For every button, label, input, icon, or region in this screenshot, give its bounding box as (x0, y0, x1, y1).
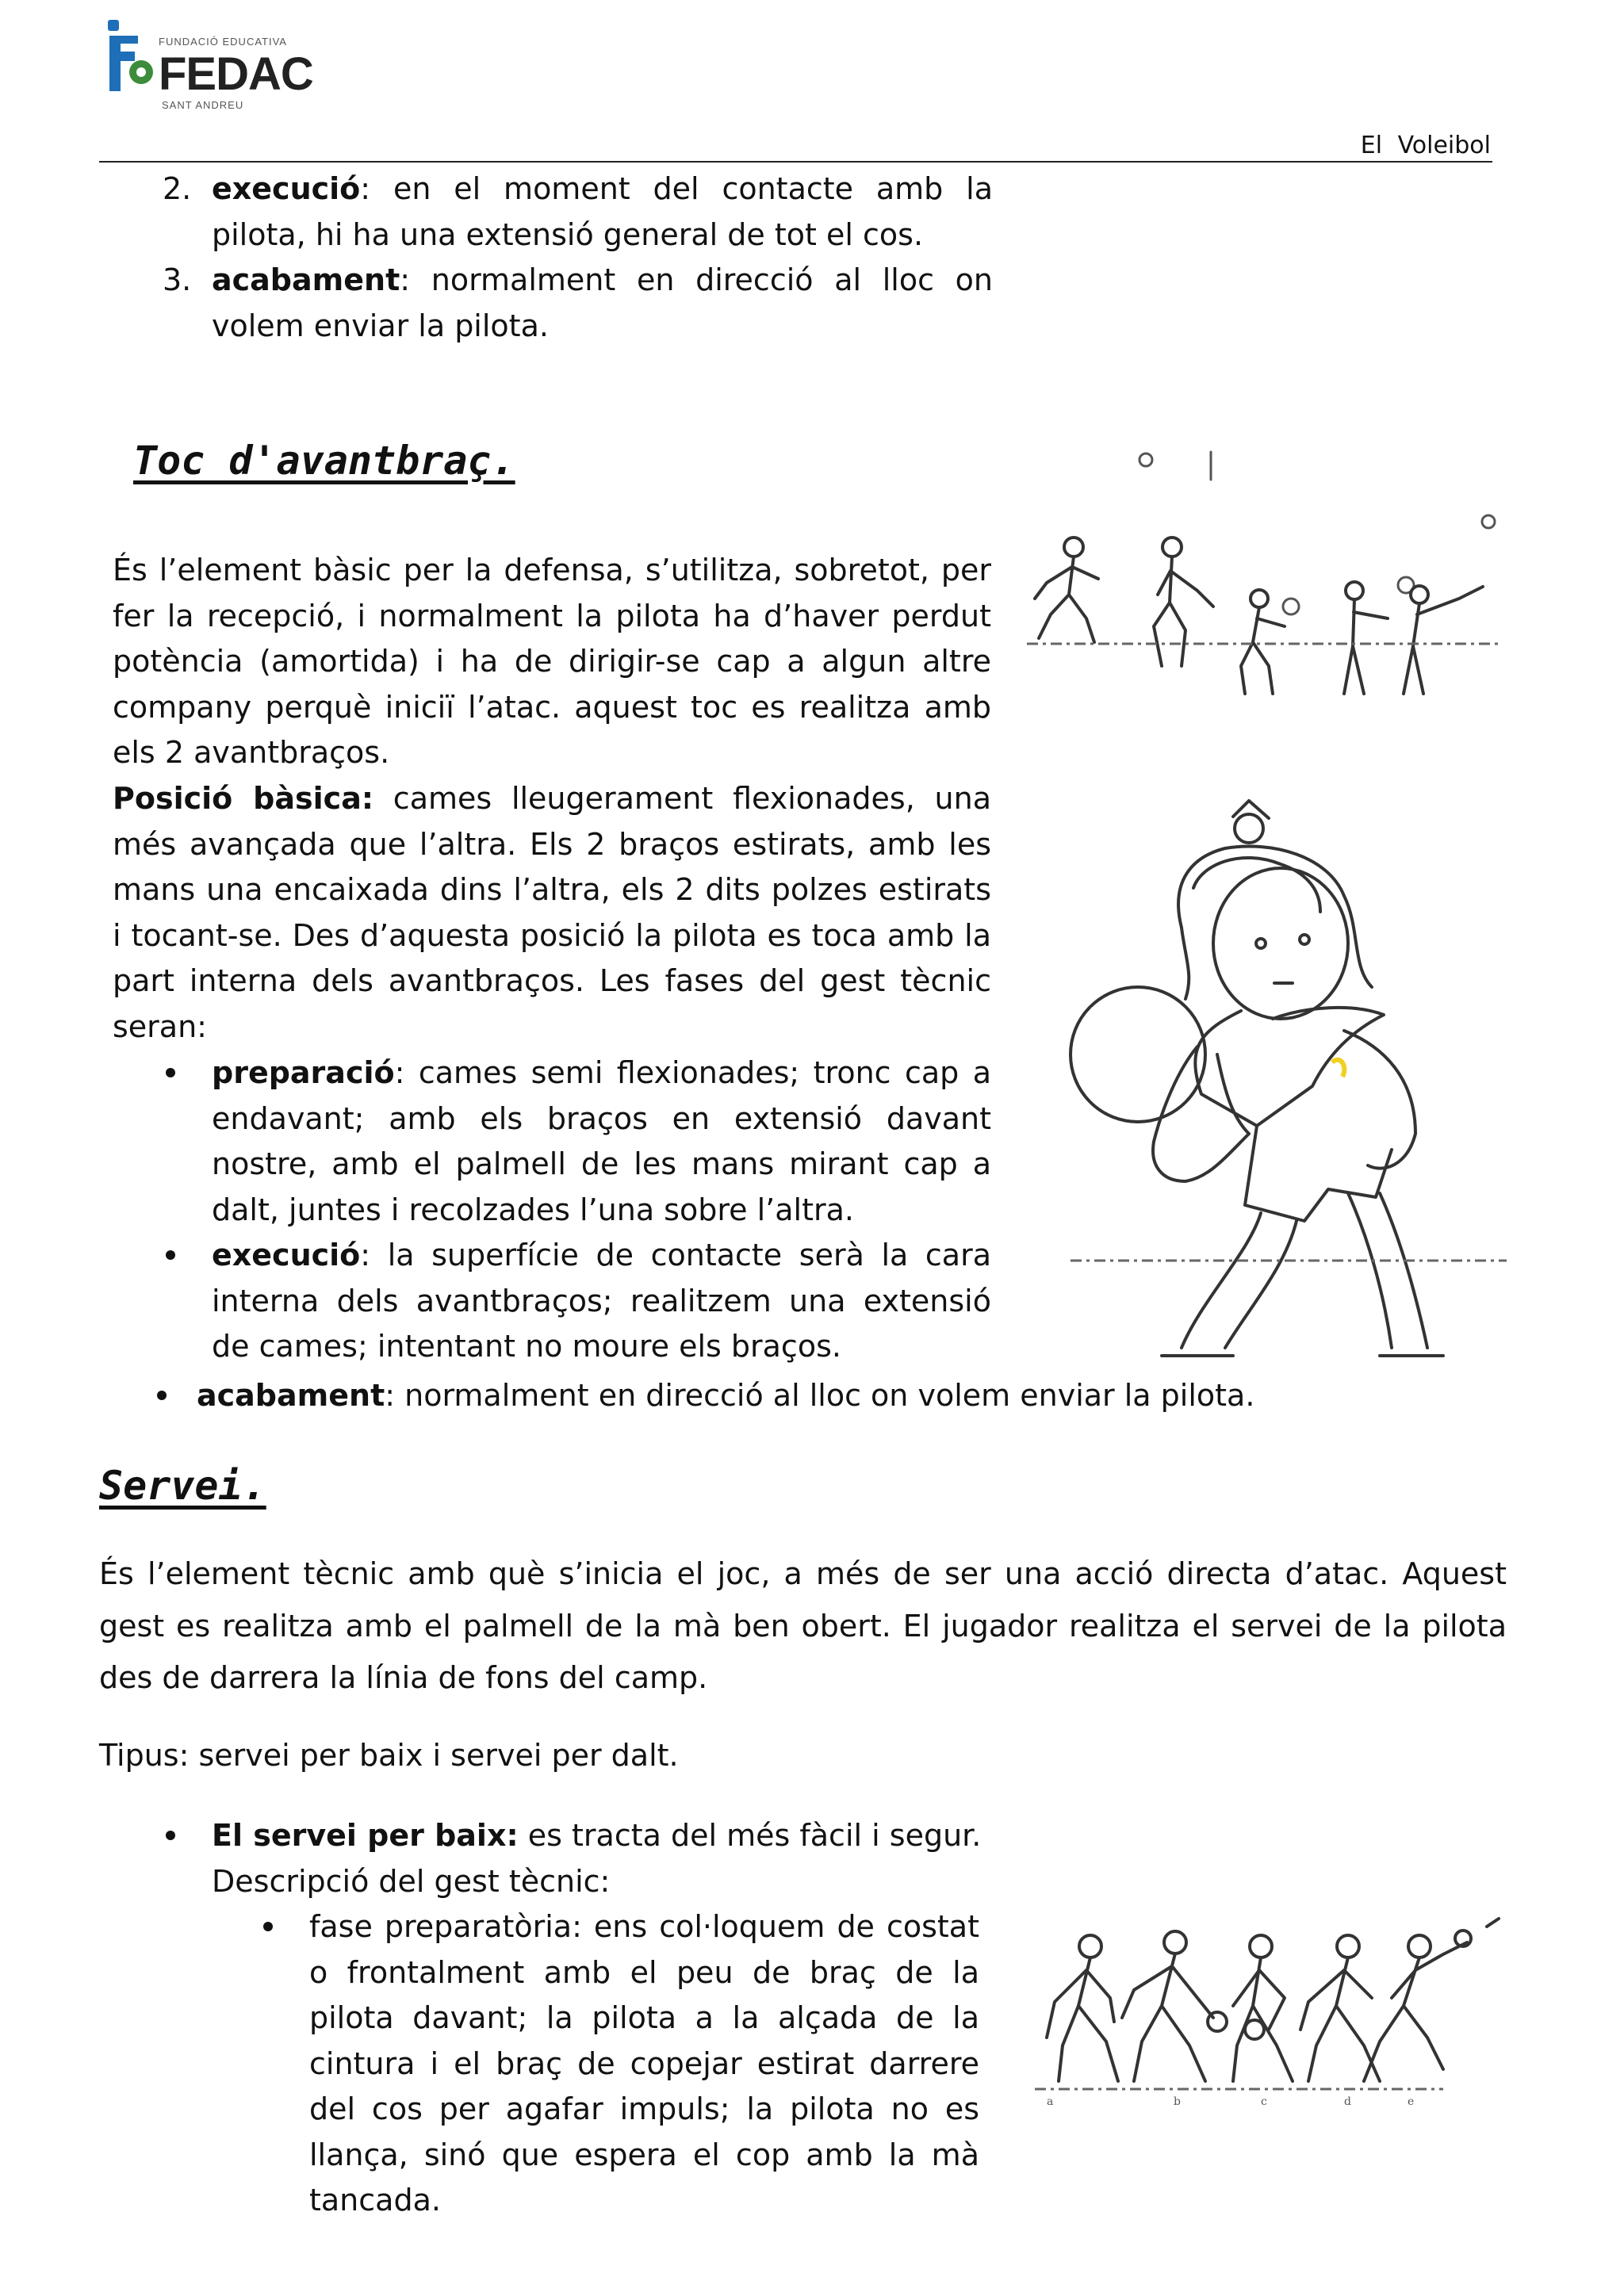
servei-tipus: Tipus: servei per baix i servei per dalt. (99, 1738, 679, 1773)
phase-text: : cames semi flexionades; tronc cap a endavant; amb els braços en extensió davant nostre, amb el palmell de les mans mirant cap a dalt, juntes i recolzades l’una sobre l’altra. (212, 1055, 991, 1227)
list-item (163, 166, 993, 258)
toc-phases-list-last (197, 1373, 1307, 1419)
fase-text: fase preparatòria: ens col·loquem de costat o frontalment amb el peu de braç de la pilota davant; la pilota a la alçada de la cintura i el braç de copejar estirat darrere del cos per agafar impuls; la pilota no es llança, sinó que espera el cop amb la mà tancada. (309, 1909, 979, 2218)
list-term: acabament (212, 262, 400, 297)
baix-text: es tracta del més fàcil i segur. (518, 1818, 982, 1853)
header-divider (99, 161, 1492, 163)
logo-top-text: FUNDACIÓ EDUCATIVA (159, 36, 287, 48)
list-term: execució (212, 171, 361, 206)
servei-intro-paragraph (99, 1548, 1507, 1705)
posicio-text: cames lleugerament flexionades, una més avançada que l’altra. Els 2 braços estirats, amb les mans una encaixada dins l’altra, els 2 dits polzes estirats i tocant-se. Des d’aquesta posició la pilota es toca amb la part interna dels avantbraços. Les fases del gest tècnic seran: (113, 781, 991, 1044)
list-number: 3. (163, 262, 192, 297)
header-title: El Voleibol (1360, 132, 1491, 159)
list-item (212, 1813, 997, 1904)
servei-list (212, 1813, 997, 1904)
servei-sublist (309, 1904, 979, 2224)
figure-letter-c: c (1261, 2095, 1267, 2108)
figure-letter-a: a (1047, 2095, 1054, 2108)
list-text: : en el moment del contacte amb la pilota, hi ha una extensió general de tot el cos. (212, 171, 993, 252)
bullet-icon (166, 1831, 175, 1840)
toc-phases-list (212, 1050, 991, 1370)
posicio-basica-paragraph (113, 776, 991, 1050)
section-title-servei: Servei. (99, 1463, 266, 1509)
list-item (197, 1373, 1307, 1419)
list-item (212, 1050, 991, 1233)
bullet-icon (166, 1250, 175, 1260)
logo-bottom-text: SANT ANDREU (162, 99, 244, 111)
bullet-icon (166, 1068, 175, 1077)
bullet-icon (263, 1922, 273, 1931)
servei-intro-text: És l’element tècnic amb què s’inicia el joc, a més de ser una acció directa d’atac. Aquest gest es realitza amb el palmell de la mà ben obert. El jugador realitza el servei de la pilota des de darrera la línia de fons del camp. (99, 1556, 1507, 1695)
list-item (212, 1233, 991, 1370)
top-numbered-list (163, 166, 993, 349)
bullet-icon (157, 1391, 167, 1400)
phase-text: : la superfície de contacte serà la cara interna dels avantbraços; realitzem una extensió de cames; intentant no moure els braços. (212, 1238, 991, 1364)
descripcio-text: Descripció del gest tècnic: (212, 1863, 611, 1899)
forearm-pass-player-illustration (1067, 793, 1507, 1364)
list-item (309, 1904, 979, 2224)
posicio-label: Posició bàsica: (113, 781, 374, 816)
list-number: 2. (163, 171, 192, 206)
toc-intro-text: És l’element bàsic per la defensa, s’utilitza, sobretot, per fer la recepció, i normalment la pilota ha d’haver perdut potència (amortida) i ha de dirigir-se cap a algun altre company perquè iniciï l’atac. aquest toc es realitza amb els 2 avantbraços. (113, 553, 991, 770)
phase-term: execució (212, 1238, 361, 1272)
baix-label: El servei per baix: (212, 1818, 519, 1853)
underhand-serve-sequence-illustration (1031, 1911, 1507, 2117)
figure-letter-e: e (1408, 2095, 1415, 2108)
section-title-toc: Toc d'avantbraç. (133, 438, 515, 484)
list-text: : normalment en direcció al lloc on volem enviar la pilota. (212, 262, 993, 343)
figure-letter-d: d (1344, 2095, 1351, 2108)
logo-name: FEDAC (159, 48, 313, 100)
forearm-pass-sequence-illustration (1023, 436, 1507, 698)
phase-term: preparació (212, 1055, 395, 1090)
toc-intro-paragraph (113, 548, 991, 776)
phase-term: acabament (197, 1378, 385, 1413)
phase-text: : normalment en direcció al lloc on volem enviar la pilota. (385, 1378, 1255, 1413)
list-item (163, 258, 993, 349)
fedac-logo (103, 12, 317, 115)
figure-letter-b: b (1174, 2095, 1181, 2108)
